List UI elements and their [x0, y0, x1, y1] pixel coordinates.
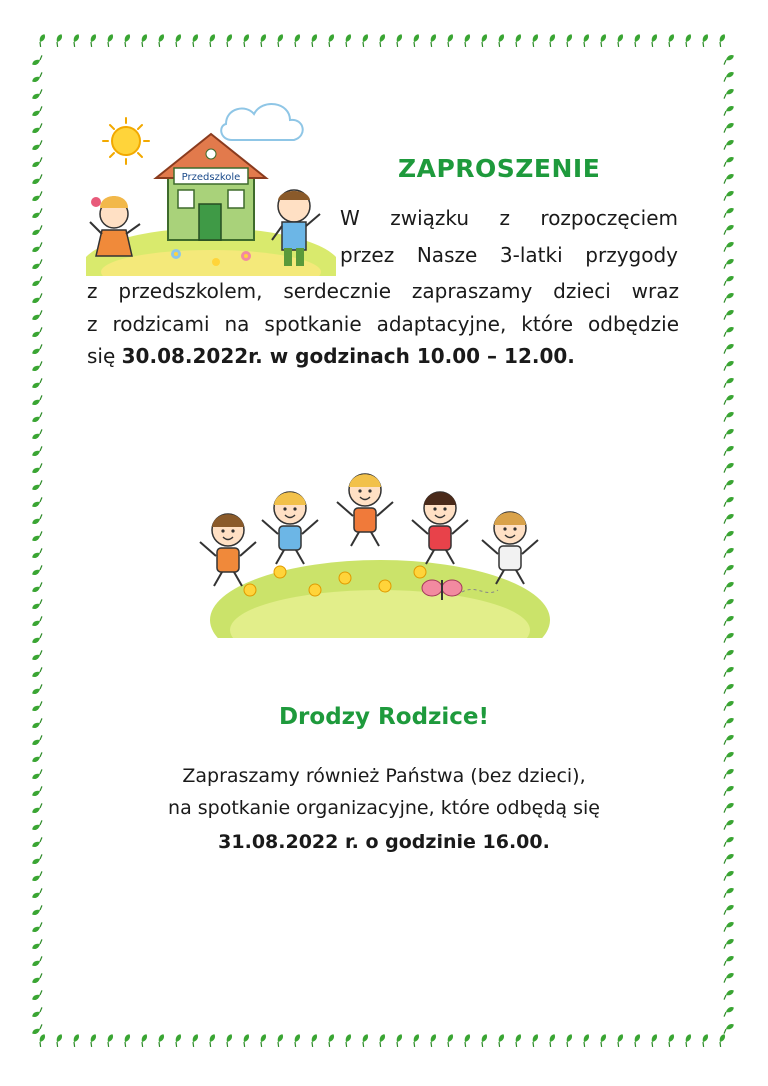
- parents-line-1: Zapraszamy również Państwa (bez dzieci),: [182, 765, 586, 787]
- child-icon: [412, 492, 468, 564]
- house-illustration: [86, 96, 336, 276]
- intro-line-2: przez Nasze 3-latki przygody: [340, 243, 678, 267]
- parents-line-2: na spotkanie organizacyjne, które odbędą się: [168, 797, 600, 819]
- cloud-icon: [221, 104, 303, 140]
- child-icon: [337, 474, 393, 546]
- house-icon: [156, 134, 266, 240]
- page-title: ZAPROSZENIE: [398, 154, 601, 183]
- intro-line-5-prefix: się: [87, 344, 122, 368]
- parents-heading: Drodzy Rodzice!: [278, 704, 490, 730]
- intro-line-4: z rodzicami na spotkanie adaptacyjne, które odbędzie: [87, 312, 679, 336]
- adaptation-meeting-date: 30.08.2022r. w godzinach 10.00 – 12.00.: [121, 344, 575, 368]
- school-sign-text: Przedszkole: [181, 172, 241, 183]
- child-icon: [482, 512, 538, 584]
- intro-line-3: z przedszkolem, serdecznie zapraszamy dzieci wraz: [87, 279, 679, 303]
- organizational-meeting-date: 31.08.2022 r. o godzinie 16.00.: [218, 831, 550, 853]
- child-icon: [200, 514, 256, 586]
- child-icon: [262, 492, 318, 564]
- intro-line-5: [87, 340, 575, 373]
- kids-hill-illustration: [180, 460, 570, 638]
- intro-line-1: W związku z rozpoczęciem: [340, 206, 678, 230]
- sun-icon: [103, 118, 149, 164]
